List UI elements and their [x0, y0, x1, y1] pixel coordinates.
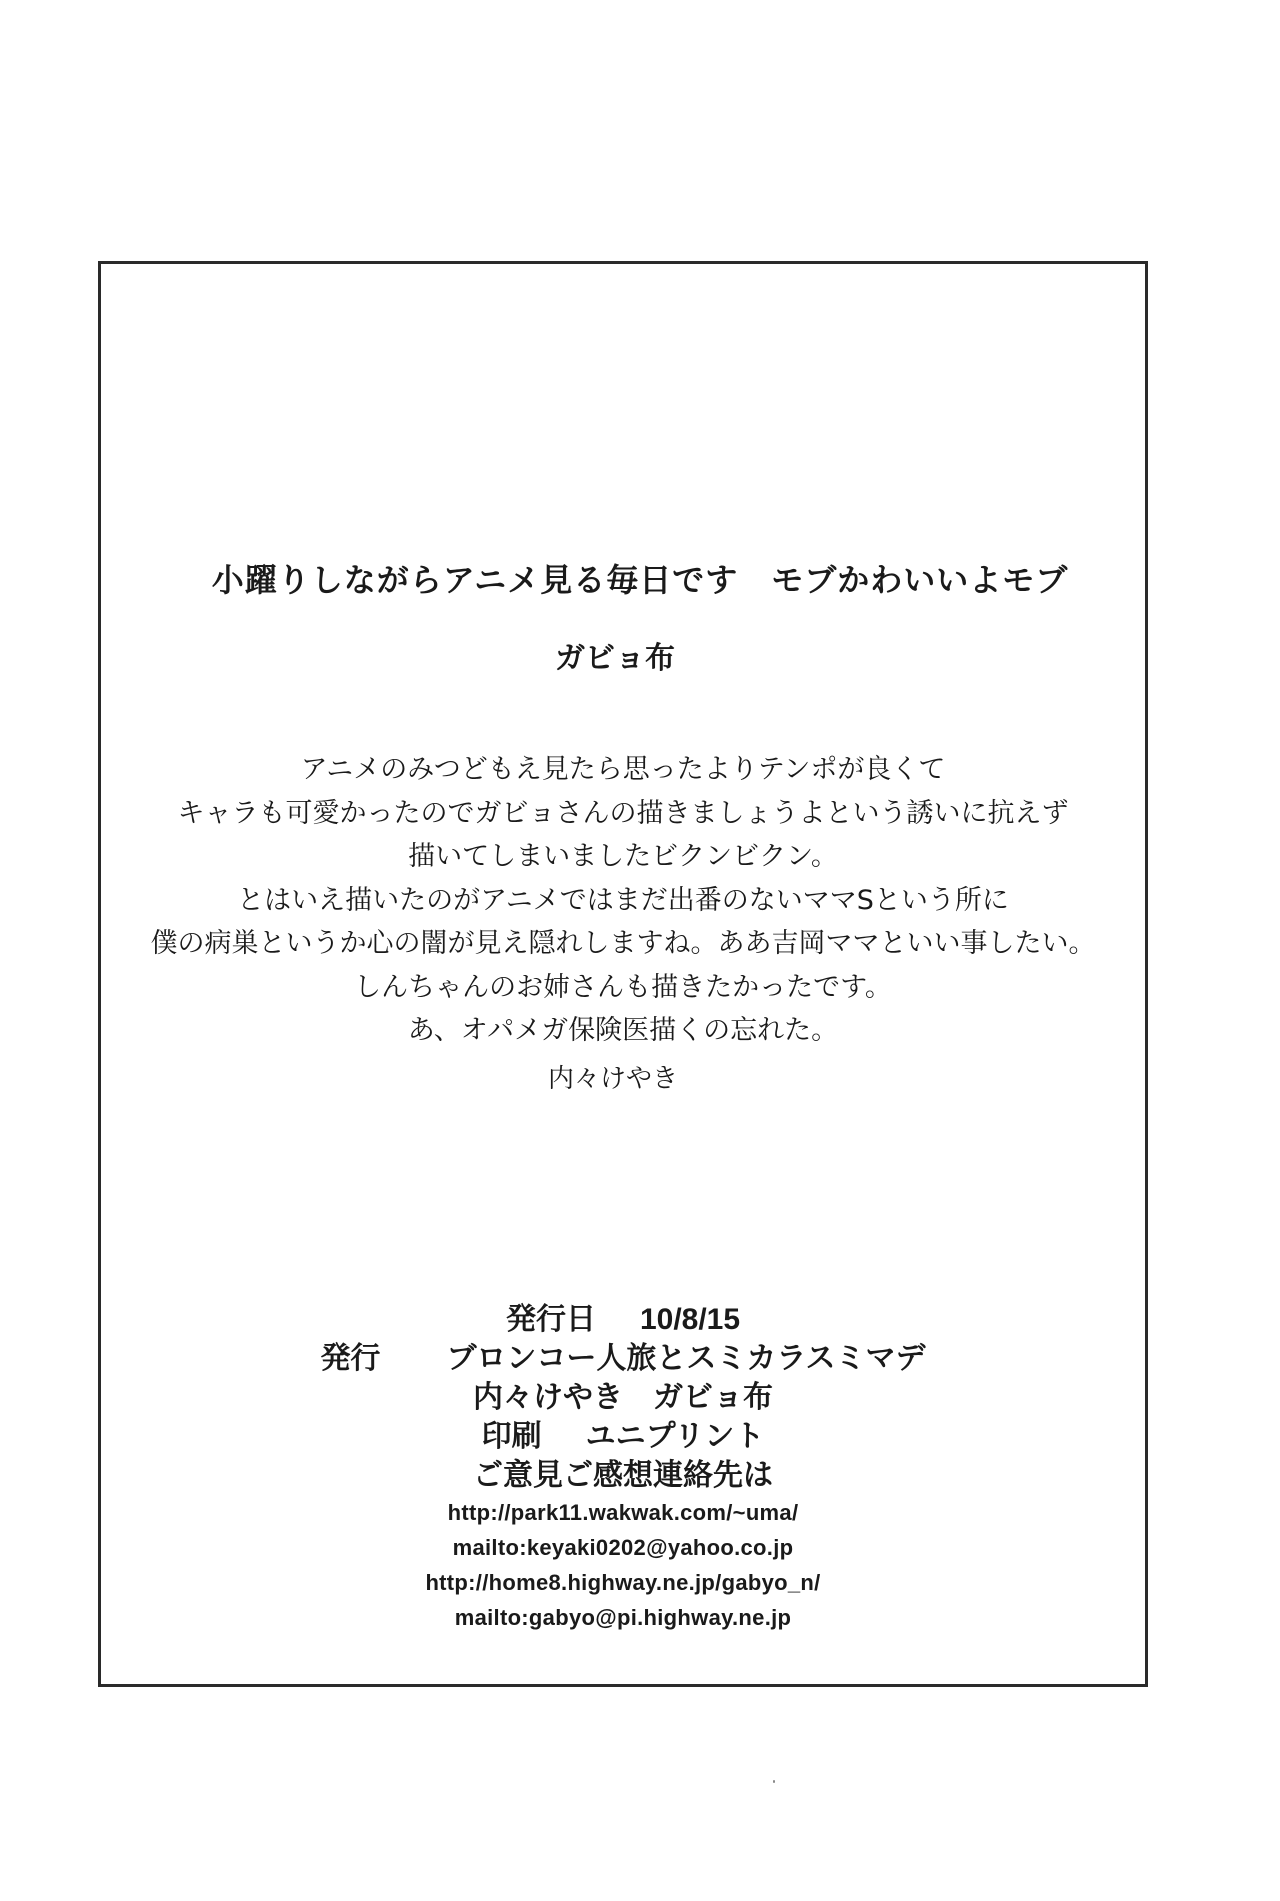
- colophon-date-row: [98, 1300, 1148, 1339]
- print-value: ユニプリント: [585, 1420, 765, 1453]
- afterword-line: 僕の病巣というか心の闇が見え隠れしますね。ああ吉岡ママといい事したい。: [150, 928, 1096, 959]
- date-label: 発行日: [505, 1303, 596, 1336]
- date-value: 10/8/15: [639, 1303, 741, 1336]
- colophon-publisher-row: [98, 1339, 1148, 1378]
- author-name: ガビョ布: [555, 641, 675, 676]
- afterword-signature: 内々けやき: [547, 1064, 678, 1094]
- scan-speck: [773, 1780, 775, 1783]
- afterword-line: 描いてしまいましたビクンビクン。: [408, 841, 838, 872]
- afterword-line: しんちゃんのお姉さんも描きたかったです。: [354, 971, 892, 1003]
- colophon-print-row: [98, 1417, 1148, 1456]
- afterword-line: キャラも可愛かったのでガビョさんの描きましょうよという誘いに抗えず: [177, 797, 1069, 829]
- contact-link: mailto:keyaki0202@yahoo.co.jp: [452, 1535, 794, 1560]
- afterword-line: とはいえ描いたのがアニメではまだ出番のないママSという所に: [237, 884, 1009, 916]
- contact-link: http://park11.wakwak.com/~uma/: [447, 1500, 799, 1525]
- contact-link: http://home8.highway.ne.jp/gabyo_n/: [425, 1570, 821, 1595]
- contact-link: mailto:gabyo@pi.highway.ne.jp: [454, 1605, 792, 1630]
- colophon-contact-label: ご意見ご感想連絡先は: [473, 1459, 773, 1492]
- print-label: 印刷: [481, 1420, 542, 1453]
- colophon: [98, 1300, 1148, 1635]
- publisher-label: 発行: [320, 1342, 381, 1375]
- afterword-body: [98, 748, 1148, 1053]
- afterword-line: あ、オパメガ保険医描くの忘れた。: [407, 1015, 839, 1046]
- publisher-value: ブロンコー人旅とスミカラスミマデ: [446, 1342, 926, 1375]
- afterword-line: アニメのみつどもえ見たら思ったよりテンポが良くて: [300, 754, 946, 785]
- page-title: 小躍りしながらアニメ見る毎日です モブかわいいよモブ: [211, 561, 1069, 599]
- colophon-authors-row: 内々けやき ガビョ布: [473, 1381, 773, 1414]
